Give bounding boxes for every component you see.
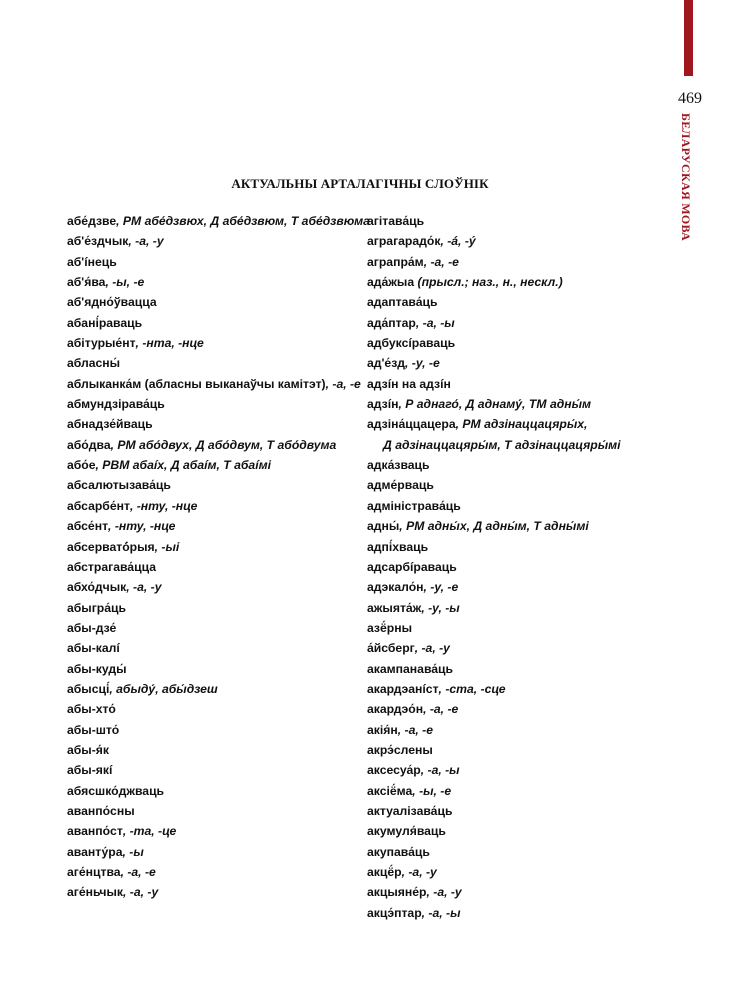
dictionary-entry bbox=[67, 252, 352, 272]
headword: ад'е́зд bbox=[367, 356, 405, 371]
dictionary-entry bbox=[367, 292, 667, 312]
dictionary-entry bbox=[67, 231, 352, 251]
headword: абітурые́нт bbox=[67, 336, 136, 351]
grammar-forms: , -а, -у bbox=[123, 885, 159, 900]
dictionary-entry bbox=[367, 435, 667, 455]
grammar-forms: , -а, -у bbox=[401, 865, 437, 879]
page-title: АКТУАЛЬНЫ АРТАЛАГІЧНЫ СЛОЎНІК bbox=[231, 176, 489, 191]
grammar-forms: , РМ адзінаццацяры́х, bbox=[455, 417, 588, 432]
grammar-forms: , -та, -це bbox=[122, 824, 177, 839]
headword: абыгра́ць bbox=[67, 600, 126, 615]
grammar-forms: , РВМ абаíх, Д абаíм, Т абаíмі bbox=[95, 458, 271, 473]
dictionary-entry bbox=[67, 475, 352, 495]
dictionary-entry bbox=[67, 414, 352, 434]
grammar-forms: , -а, -е bbox=[423, 702, 459, 717]
grammar-forms: , абыду́, абы́дзеш bbox=[109, 681, 218, 696]
headword: абы-дзе́ bbox=[67, 620, 117, 635]
dictionary-entry bbox=[67, 659, 352, 679]
headword: а́йсберг bbox=[367, 641, 415, 656]
grammar-forms: , -а, -ы bbox=[415, 315, 455, 330]
dictionary-entry bbox=[367, 414, 667, 434]
headword: аб'íнець bbox=[67, 254, 117, 269]
headword: аванпо́ст bbox=[67, 824, 123, 839]
dictionary-entry bbox=[367, 740, 667, 760]
grammar-forms: , -а, -е bbox=[397, 722, 433, 737]
headword: абнадзе́йваць bbox=[67, 417, 153, 432]
dictionary-entry bbox=[367, 353, 667, 373]
dictionary-entry bbox=[367, 252, 667, 272]
dictionary-entry bbox=[67, 781, 352, 801]
headword: абхо́дчык bbox=[67, 580, 127, 595]
dictionary-entry bbox=[367, 760, 667, 780]
dictionary-entry bbox=[67, 760, 352, 780]
dictionary-entry bbox=[67, 801, 352, 821]
headword: аванту́ра bbox=[67, 844, 123, 859]
headword: адпі́хваць bbox=[367, 539, 429, 554]
dictionary-entry bbox=[367, 638, 667, 658]
headword: абстрагава́цца bbox=[67, 559, 156, 574]
headword: акія́н bbox=[367, 722, 398, 737]
dictionary-entry bbox=[67, 679, 352, 699]
dictionary-entry bbox=[67, 333, 352, 353]
dictionary-entry bbox=[367, 618, 667, 638]
headword: аге́нцтва bbox=[67, 865, 121, 879]
dictionary-column-left bbox=[67, 211, 370, 903]
dictionary-entry bbox=[367, 821, 667, 841]
headword: абысці́ bbox=[67, 681, 110, 696]
dictionary-entry bbox=[367, 455, 667, 475]
grammar-forms: , РМ абе́дзвюх, Д абе́дзвюм, Т абе́дзвюма bbox=[116, 214, 370, 228]
grammar-forms: , -а, -е bbox=[423, 254, 459, 269]
headword: аблыканка́м (абласны выканаўчы камітэт) bbox=[67, 376, 326, 391]
headword: аксіё́ма bbox=[367, 783, 413, 798]
dictionary-entry bbox=[367, 598, 667, 618]
dictionary-entry bbox=[367, 272, 667, 292]
dictionary-entry bbox=[367, 231, 667, 251]
grammar-forms: , -ыі bbox=[154, 539, 180, 554]
grammar-forms: , РМ або́двух, Д або́двум, Т або́двума bbox=[110, 437, 337, 452]
headword: адка́зваць bbox=[367, 458, 430, 473]
grammar-forms: , -у, -е bbox=[423, 580, 459, 595]
dictionary-entry bbox=[367, 374, 667, 394]
dictionary-entry bbox=[67, 455, 352, 475]
dictionary-entry bbox=[67, 292, 352, 312]
dictionary-entry bbox=[67, 577, 352, 597]
headword: ада́жыа bbox=[367, 275, 415, 290]
dictionary-entry bbox=[367, 333, 667, 353]
headword: абсалютызава́ць bbox=[67, 478, 171, 493]
headword: аб'я́ва bbox=[67, 275, 106, 290]
headword: адбуксíраваць bbox=[367, 336, 456, 351]
dictionary-entry bbox=[367, 394, 667, 414]
headword: ада́птар bbox=[367, 315, 416, 330]
headword: аграпра́м bbox=[367, 254, 424, 269]
grammar-forms: Д адзінаццацяры́м, Т адзінаццацяры́мі bbox=[383, 437, 621, 452]
headword: адзіна́ццацера bbox=[367, 417, 456, 432]
grammar-forms: , -á, -ý bbox=[440, 234, 476, 249]
dictionary-entry bbox=[67, 374, 361, 394]
grammar-forms: , -у, -е bbox=[405, 356, 440, 371]
dictionary-entry bbox=[67, 496, 352, 516]
headword: абласны́ bbox=[67, 356, 121, 371]
dictionary-entry bbox=[67, 313, 352, 333]
dictionary-entry bbox=[67, 211, 370, 231]
dictionary-entry bbox=[367, 313, 667, 333]
dictionary-entry bbox=[67, 272, 352, 292]
dictionary-entry bbox=[67, 618, 352, 638]
headword: агітава́ць bbox=[367, 214, 425, 228]
grammar-forms: , -а, -у bbox=[414, 641, 450, 656]
dictionary-entry bbox=[367, 801, 667, 821]
headword: абы-я́к bbox=[67, 742, 109, 757]
dictionary-entry bbox=[67, 516, 352, 536]
headword: абы-якí bbox=[67, 763, 113, 778]
headword: аб'ядно́ўвацца bbox=[67, 295, 157, 310]
dictionary-entry bbox=[67, 882, 352, 902]
dictionary-entry bbox=[67, 598, 352, 618]
headword: абсарбе́нт bbox=[67, 498, 130, 513]
headword: акцё́р bbox=[367, 865, 402, 879]
dictionary-entry bbox=[67, 821, 352, 841]
dictionary-entry bbox=[67, 638, 352, 658]
grammar-forms: , -а, -у bbox=[128, 234, 164, 249]
headword: абы-што́ bbox=[67, 722, 120, 737]
headword: або́два bbox=[67, 437, 111, 452]
headword: адзíн на адзíн bbox=[367, 376, 451, 391]
page-number: 469 bbox=[678, 90, 702, 107]
headword: абані́раваць bbox=[67, 315, 143, 330]
headword: акардэанíст bbox=[367, 681, 439, 696]
headword: акумуля́ваць bbox=[367, 824, 446, 839]
dictionary-entry bbox=[67, 394, 352, 414]
grammar-forms: , -ы, -е bbox=[105, 275, 145, 290]
grammar-forms: , -а, -ы bbox=[420, 763, 460, 778]
grammar-forms: , -у, -ы bbox=[421, 600, 460, 615]
grammar-forms: , -ы, -е bbox=[412, 783, 452, 798]
grammar-forms: , -а, -у bbox=[426, 885, 462, 900]
headword: абсерватó́рыя bbox=[67, 539, 155, 554]
headword: акцэ́птар bbox=[367, 905, 422, 920]
grammar-forms: , Р аднаго́, Д аднаму́, ТМ адны́м bbox=[398, 397, 592, 412]
headword: акупава́ць bbox=[367, 844, 430, 859]
headword: аграгарадо́к bbox=[367, 234, 441, 249]
grammar-forms: , -а, -ы bbox=[421, 905, 461, 920]
headword: адны́ bbox=[367, 519, 400, 534]
dictionary-entry bbox=[367, 882, 667, 902]
grammar-forms: , -а, -у bbox=[126, 580, 162, 595]
dictionary-entry bbox=[367, 537, 667, 557]
headword: абсе́нт bbox=[67, 519, 109, 534]
grammar-forms: (прысл.; наз., н., нескл.) bbox=[414, 275, 563, 290]
grammar-forms: , -нту, -нце bbox=[129, 498, 198, 513]
headword: адме́рваць bbox=[367, 478, 434, 493]
dictionary-entry bbox=[367, 211, 667, 231]
grammar-forms: , -ста, -сце bbox=[438, 681, 506, 696]
grammar-forms: , -а, -е bbox=[325, 376, 361, 391]
dictionary-entry bbox=[367, 862, 667, 882]
headword: абы-куды́ bbox=[67, 661, 127, 676]
headword: аге́ньчык bbox=[67, 885, 123, 900]
grammar-forms: , -а, -е bbox=[120, 865, 156, 879]
headword: абясшко́джваць bbox=[67, 783, 165, 798]
side-section-label: БЕЛАРУСКАЯ МОВА bbox=[679, 113, 693, 241]
headword: адзíн bbox=[367, 397, 399, 412]
headword: ажыята́ж bbox=[367, 600, 422, 615]
dictionary-entry bbox=[67, 862, 352, 882]
dictionary-entry bbox=[67, 557, 352, 577]
dictionary-entry bbox=[367, 475, 667, 495]
headword: актуалізава́ць bbox=[367, 803, 453, 818]
dictionary-entry bbox=[367, 577, 667, 597]
dictionary-entry bbox=[367, 659, 667, 679]
dictionary-entry bbox=[367, 842, 667, 862]
dictionary-entry bbox=[367, 557, 667, 577]
dictionary-entry bbox=[67, 720, 352, 740]
dictionary-entry bbox=[67, 537, 352, 557]
headword: абе́дзве bbox=[67, 214, 117, 228]
dictionary-entry bbox=[367, 516, 667, 536]
grammar-forms: , -нту, -нце bbox=[108, 519, 176, 534]
headword: аванпо́сны bbox=[67, 803, 135, 818]
headword: адміністрава́ць bbox=[367, 498, 461, 513]
headword: адсарбíраваць bbox=[367, 559, 457, 574]
headword: абы-калí bbox=[67, 641, 120, 656]
dictionary-column-right bbox=[367, 211, 667, 923]
headword: аб'е́здчык bbox=[67, 234, 129, 249]
grammar-forms: , -нта, -нце bbox=[135, 336, 204, 351]
dictionary-entry bbox=[67, 435, 352, 455]
headword: або́е bbox=[67, 458, 96, 473]
header-accent-bar bbox=[684, 0, 693, 76]
dictionary-entry bbox=[67, 699, 352, 719]
dictionary-entry bbox=[367, 903, 667, 923]
dictionary-entry bbox=[67, 740, 352, 760]
dictionary-entry bbox=[67, 842, 352, 862]
dictionary-entry bbox=[67, 353, 352, 373]
dictionary-entry bbox=[367, 496, 667, 516]
headword: акцыяне́р bbox=[367, 885, 427, 900]
headword: адаптава́ць bbox=[367, 295, 438, 310]
grammar-forms: , РМ адны́х, Д адны́м, Т адны́мі bbox=[399, 519, 589, 534]
headword: азё́рны bbox=[367, 620, 412, 635]
headword: акардэо́н bbox=[367, 702, 424, 717]
headword: абмундзірава́ць bbox=[67, 397, 165, 412]
headword: адэкало́н bbox=[367, 580, 424, 595]
grammar-forms: , -ы bbox=[122, 844, 144, 859]
dictionary-entry bbox=[367, 720, 667, 740]
dictionary-entry bbox=[367, 679, 667, 699]
headword: акампанава́ць bbox=[367, 661, 454, 676]
dictionary-entry bbox=[367, 699, 667, 719]
headword: акрэ́слены bbox=[367, 742, 433, 757]
headword: абы-хто́ bbox=[67, 702, 116, 717]
headword: аксесуа́р bbox=[367, 763, 421, 778]
dictionary-entry bbox=[367, 781, 667, 801]
